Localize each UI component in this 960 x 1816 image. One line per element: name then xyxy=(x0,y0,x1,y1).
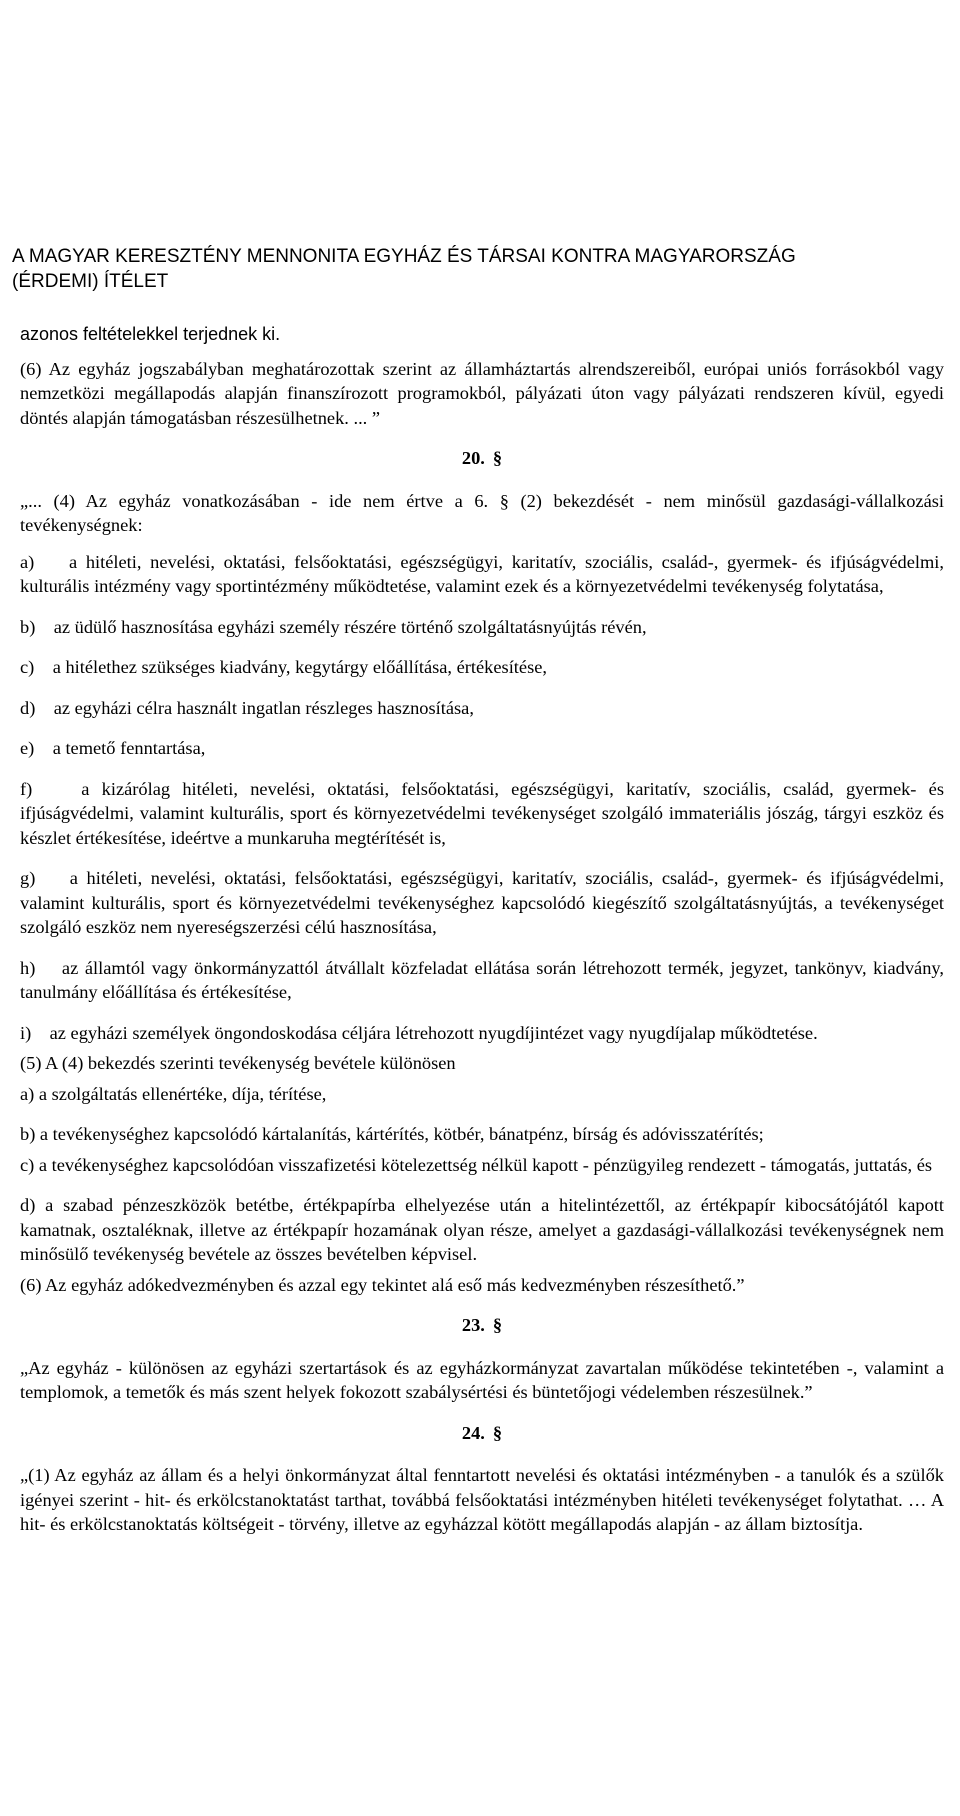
list-item-i: i) az egyházi személyek öngondoskodása céljára létrehozott nyugdíjintézet vagy nyugdíjalap működtetése. xyxy=(20,1022,818,1043)
section-symbol: § xyxy=(492,1315,503,1335)
list-item-c: c) a hitélethez szükséges kiadvány, kegytárgy előállítása, értékesítése, xyxy=(20,657,547,677)
paragraph-5-b: b) a tevékenységhez kapcsolódó kártalanítás, kártérítés, kötbér, bánatpénz, bírság és adóvisszatérítés; xyxy=(20,1124,764,1144)
header-judgment-type: (ÉRDEMI) ÍTÉLET xyxy=(12,271,169,292)
header-case-title: A MAGYAR KERESZTÉNY MENNONITA EGYHÁZ ÉS TÁRSAI KONTRA MAGYARORSZÁG xyxy=(12,246,796,267)
section-24-heading xyxy=(20,1421,944,1446)
paragraph-5-a: a) a szolgáltatás ellenértéke, díja, térítése, xyxy=(20,1083,327,1104)
document-body xyxy=(20,322,944,1553)
list-item-f: f) a kizárólag hitéleti, nevelési, oktatási, felsőoktatási, egészségügyi, karitatív, szociális, család, gyermek- és ifjúságvédelmi, valamint kulturális, sport és környezetvédelmi tevékenységet szolgáló immateriális jószág, tárgyi eszköz és készlet értékesítése, ideértve a munkaruha megtérítését is, xyxy=(20,778,945,848)
section-20-heading xyxy=(20,446,944,471)
list-item-d: d) az egyházi célra használt ingatlan részleges hasznosítása, xyxy=(20,697,474,718)
section-symbol: § xyxy=(492,1422,503,1443)
continuation-text: azonos feltételekkel terjednek ki. xyxy=(20,324,281,344)
section-number: 23. xyxy=(461,1315,485,1335)
paragraph-6: (6) Az egyház jogszabályban meghatározottak szerint az államháztartás alrendszereiből, európai uniós forrásokból vagy nemzetközi megállapodás alapján finanszírozott programokból, pályázati úton vagy pályázati rendszeren kívül, egyedi döntés alapján támogatásban részesülhetnek. ... ” xyxy=(20,358,944,428)
paragraph-6-tax: (6) Az egyház adókedvezményben és azzal egy tekintet alá eső más kedvezményben részesíthető.” xyxy=(20,1274,745,1295)
paragraph-5-intro: (5) A (4) bekezdés szerinti tevékenység bevétele különösen xyxy=(20,1053,456,1073)
section-number: 20. xyxy=(461,448,485,468)
list-item-g: g) a hitéleti, nevelési, oktatási, felsőoktatási, egészségügyi, karitatív, szociális, család-, gyermek- és ifjúságvédelmi, valamint kulturális, sport és környezetvédelmi tevékenységhez kapcsolódó kiegészítő szolgáltatásnyújtás, a tevékenységet szolgáló eszköz nem nyereségszerzési célú hasznosítása, xyxy=(20,868,945,937)
list-item-e: e) a temető fenntartása, xyxy=(20,738,206,758)
running-header xyxy=(12,244,912,294)
paragraph-4-intro: „... (4) Az egyház vonatkozásában - ide nem értve a 6. § (2) bekezdését - nem minősül gazdasági-vállalkozási tevékenységnek: xyxy=(20,490,944,535)
section-23-heading xyxy=(20,1313,944,1338)
section-symbol: § xyxy=(492,448,503,468)
list-item-a: a) a hitéleti, nevelési, oktatási, felsőoktatási, egészségügyi, karitatív, szociális, család-, gyermek- és ifjúságvédelmi, kulturális intézmény vagy sportintézmény működtetése, valamint ezek és a környezetvédelmi tevékenység folytatása, xyxy=(20,551,944,596)
paragraph-5-d: d) a szabad pénzeszközök betétbe, értékpapírba elhelyezése után a hitelintézettől, az értékpapír kibocsátójától kapott kamatnak, osztaléknak, illetve az értékpapír hozamának olyan része, amelyet a gazdasági-vállalkozási tevékenységnek nem minősülő tevékenység bevétele az összes bevételben képvisel. xyxy=(20,1195,944,1264)
paragraph-5-c: c) a tevékenységhez kapcsolódóan visszafizetési kötelezettség nélkül kapott - pénzügyileg rendezett - támogatás, juttatás, és xyxy=(20,1154,933,1175)
list-item-h: h) az államtól vagy önkormányzattól átvállalt közfeladat ellátása során létrehozott termék, jegyzet, tankönyv, kiadvány, tanulmány előállítása és értékesítése, xyxy=(20,957,944,1002)
section-number: 24. xyxy=(461,1422,485,1443)
section-24-text: „(1) Az egyház az állam és a helyi önkormányzat által fenntartott nevelési és oktatási intézményben - a tanulók és a szülők igényei szerint - hit- és erkölcstanoktatást tarthat, továbbá felsőoktatási intézményben hitéleti tevékenységet folytathat. … A hit- és erkölcstanoktatás költségeit - törvény, illetve az egyházzal kötött megállapodás alapján - az állam biztosítja. xyxy=(20,1465,944,1534)
list-item-b: b) az üdülő hasznosítása egyházi személy részére történő szolgáltatásnyújtás révén, xyxy=(20,616,647,637)
section-23-text: „Az egyház - különösen az egyházi szertartások és az egyházkormányzat zavartalan működése tekintetében -, valamint a templomok, a temetők és más szent helyek fokozott szabálysértési és büntetőjogi védelemben részesülnek.” xyxy=(20,1357,944,1402)
